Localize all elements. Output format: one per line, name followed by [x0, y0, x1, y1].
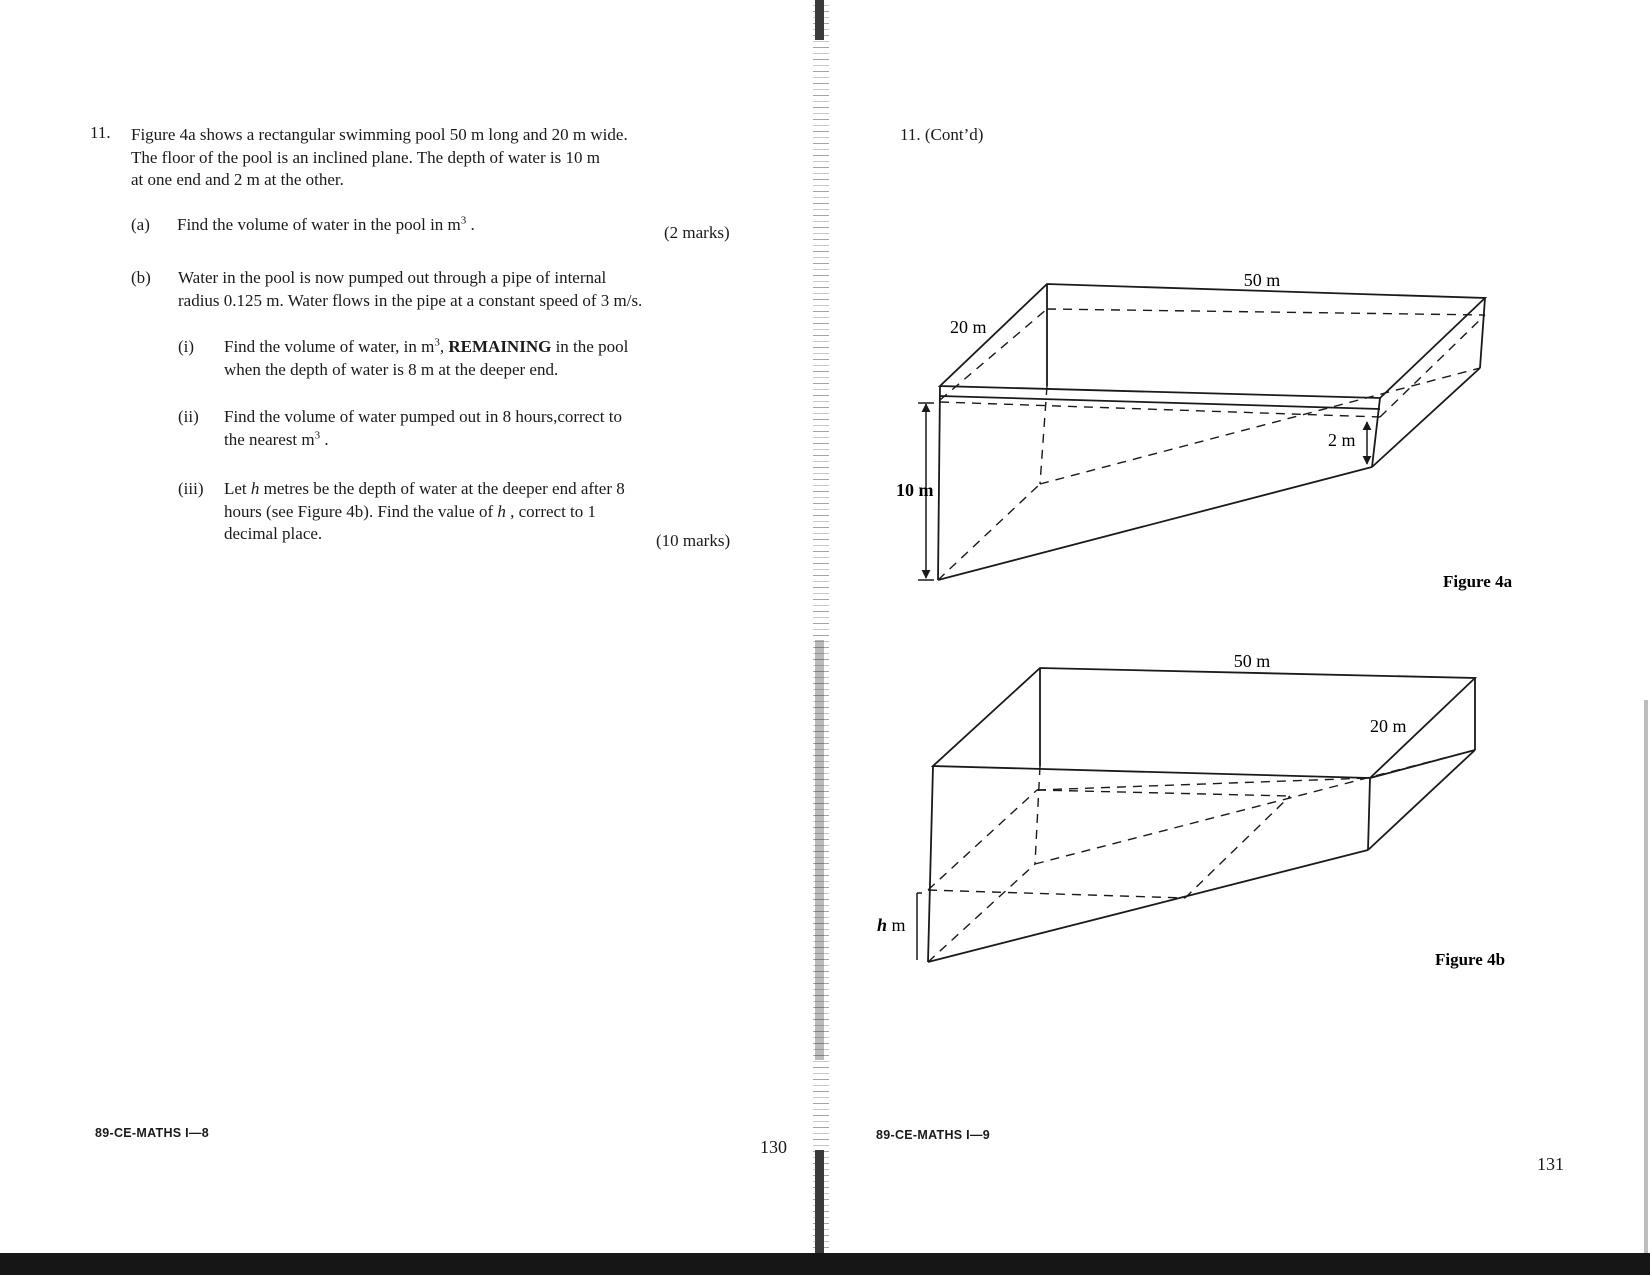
- back-right-edge: [1480, 298, 1485, 368]
- part-b-line: Water in the pool is now pumped out through a pipe of internal: [178, 268, 607, 287]
- part-b-i-text-main: Find the volume of water, in m: [224, 337, 435, 356]
- variable-h: h: [250, 479, 260, 498]
- part-b-line: radius 0.125 m. Water flows in the pipe at a constant speed of 3 m/s.: [178, 290, 643, 310]
- part-b-i-text-end: in the pool: [551, 337, 629, 356]
- fig4a-width-label: 20 m: [950, 317, 987, 337]
- page-number: 131: [1537, 1154, 1564, 1174]
- emphasis-remaining: REMAINING: [448, 337, 552, 356]
- floor-front-edge: [938, 467, 1372, 580]
- pool-top-outline: [940, 284, 1485, 398]
- let-word: Let: [224, 479, 251, 498]
- figure-4a-diagram: [918, 284, 1485, 580]
- fig4a-deep-label: 10 m: [896, 480, 934, 500]
- part-b-iii-label: (iii): [178, 479, 204, 498]
- figure-4b-caption: Figure 4b: [1435, 950, 1506, 969]
- part-b-ii-text-end: .: [320, 429, 329, 449]
- deep-end-edge: [938, 386, 940, 580]
- part-b-i-label: (i): [178, 337, 195, 356]
- superscript: 3: [434, 336, 440, 349]
- intro-line: Figure 4a shows a rectangular swimming pool 50 m long and 20 m wide.: [131, 125, 628, 144]
- variable-h: h: [497, 501, 506, 521]
- part-b-iii-text-end: , correct to 1: [505, 501, 597, 521]
- part-b-iii-text-main: metres be the depth of water at the deeper end after 8: [259, 479, 625, 498]
- fig4b-length-label: 50 m: [1233, 651, 1271, 671]
- part-a-marks: (2 marks): [664, 223, 730, 242]
- footer-code: 89-CE-MATHS I—9: [876, 1128, 991, 1142]
- part-b-marks: (10 marks): [656, 531, 731, 550]
- floor-front-edge: [928, 850, 1368, 962]
- part-b-label: (b): [131, 268, 151, 287]
- superscript: 3: [314, 428, 321, 441]
- part-a-label: (a): [131, 215, 150, 234]
- intro-line: at one end and 2 m at the other.: [131, 170, 344, 189]
- figure-4b-diagram: [917, 668, 1475, 962]
- fig4b-h-label: [877, 915, 906, 935]
- part-b-iii-text-main: hours (see Figure 4b). Find the value of: [224, 501, 498, 521]
- h-unit: m: [887, 915, 906, 935]
- part-a-text-end: .: [466, 215, 475, 234]
- question-number: 11.: [90, 123, 111, 142]
- part-b-ii-line: Find the volume of water pumped out in 8 hours,correct to: [224, 407, 622, 426]
- part-b-iii-line: decimal place.: [224, 524, 323, 543]
- continued-heading: 11. (Cont’d): [900, 125, 984, 144]
- shallow-floor-edge: [1372, 368, 1480, 467]
- water-level-front: [940, 396, 1380, 409]
- deep-end-edge: [928, 766, 933, 962]
- fig4a-shallow-label: 2 m: [1328, 430, 1356, 450]
- hidden-edges: [928, 750, 1475, 962]
- part-a-text-main: Find the volume of water in the pool in m: [177, 215, 461, 234]
- fig4a-length-label: 50 m: [1243, 270, 1281, 290]
- intro-line: The floor of the pool is an inclined plane. The depth of water is 10 m: [131, 147, 600, 167]
- comma: ,: [439, 337, 449, 356]
- part-b-ii-label: (ii): [178, 407, 199, 426]
- part-b-ii-text-main: the nearest m: [224, 429, 315, 449]
- scan-border: [0, 1253, 1650, 1275]
- part-b-i-line: when the depth of water is 8 m at the deeper end.: [224, 359, 559, 379]
- fig4b-width-label: 20 m: [1370, 716, 1407, 736]
- variable-h: h: [877, 915, 888, 935]
- hidden-edges: [938, 309, 1485, 580]
- figure-4a-caption: Figure 4a: [1443, 572, 1513, 591]
- superscript: 3: [460, 214, 467, 227]
- footer-code: 89-CE-MATHS I—8: [95, 1126, 210, 1140]
- shallow-end-edge: [1368, 778, 1370, 850]
- page-number: 130: [760, 1137, 787, 1157]
